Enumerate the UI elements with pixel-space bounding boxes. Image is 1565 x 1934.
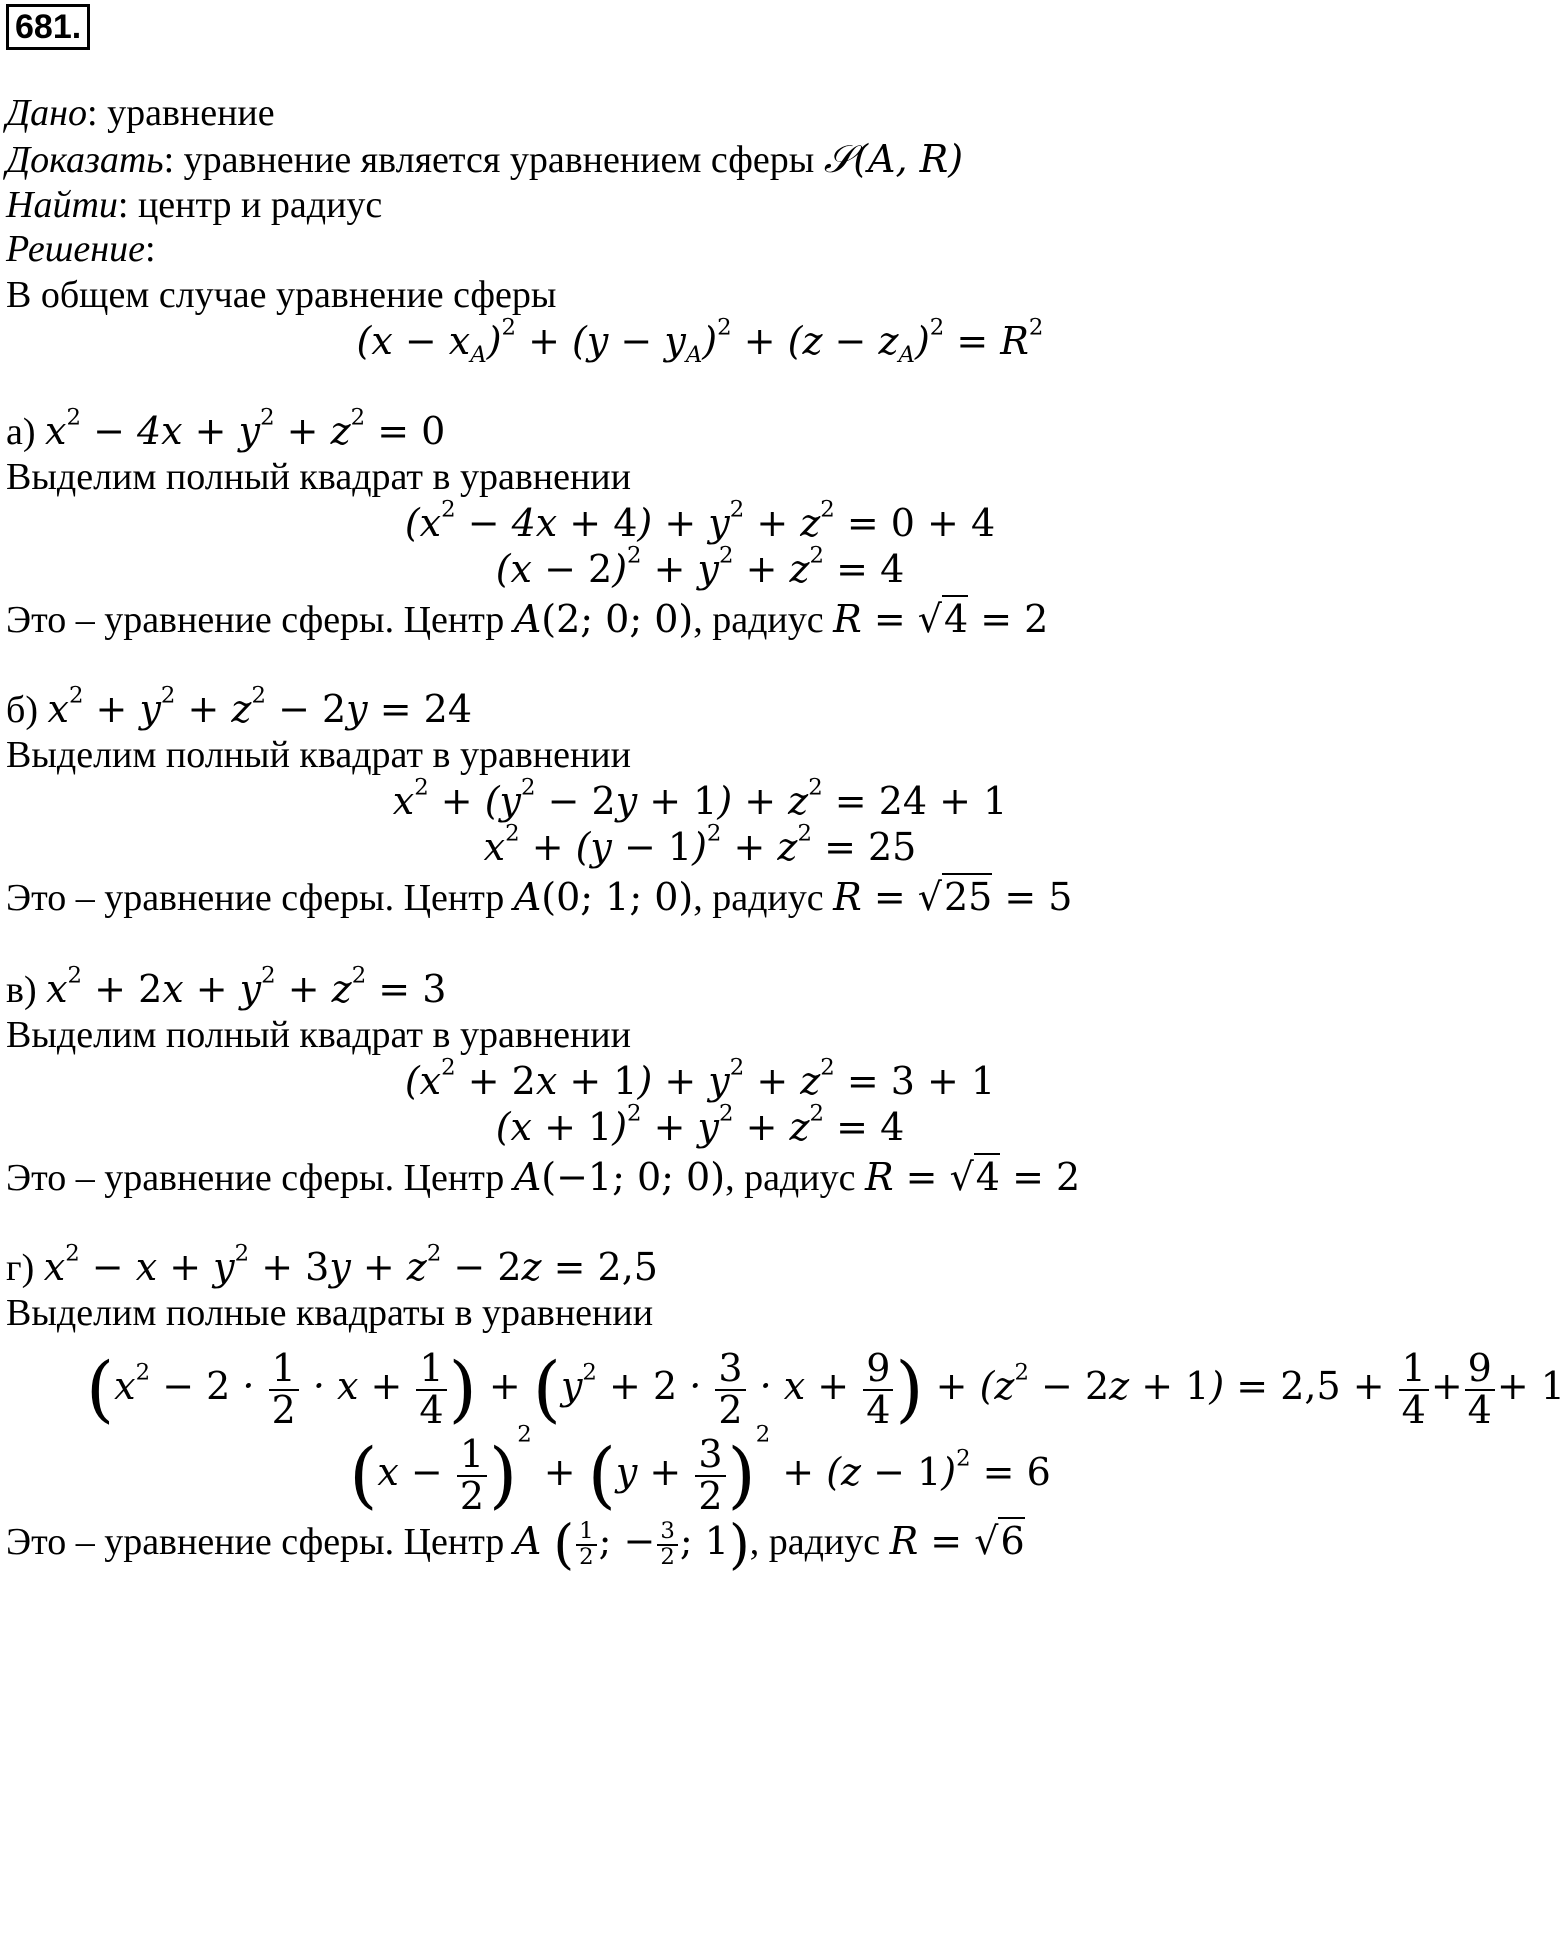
part-a-equation: а) $x^2 - 4x + y^2 + z^2 = 0$ <box>6 404 446 453</box>
part-v-step2: $(x + 1)^2 + y^2 + z^2 = 4$ <box>495 1100 905 1149</box>
part-a-step1: $(x^2 - 4x + 4) + y^2 + z^2 = 0 + 4$ <box>404 496 996 545</box>
given-line: Дано: уравнение <box>6 92 275 134</box>
find-line: Найти: центр и радиус <box>6 184 383 226</box>
part-a-step2: $(x - 2)^2 + y^2 + z^2 = 4$ <box>495 542 905 591</box>
part-b-conclusion: Это – уравнение сферы. Центр A(0; 1; 0), радиус R = √25 = 5 <box>6 875 1073 919</box>
part-v-step1: $(x^2 + 2x + 1) + y^2 + z^2 = 3 + 1$ <box>404 1054 996 1103</box>
part-b-step2: $x^2 + (y - 1)^2 + z^2 = 25$ <box>483 820 917 869</box>
part-g-step2: (x − $\frac{1}{2}$ )$^2$ + (y + $\frac{3}{2}$ )$^2 + (z - 1)^2 = 6$ <box>349 1421 1051 1518</box>
part-b-step1: $x^2 + (y^2 - 2y + 1) + z^2 = 24 + 1$ <box>392 774 1008 823</box>
part-b-instruction: Выделим полный квадрат в уравнении <box>6 734 631 776</box>
part-v-instruction: Выделим полный квадрат в уравнении <box>6 1014 631 1056</box>
part-g-equation: г) $x^2 - x + y^2 + 3y + z^2 - 2z = 2,5$ <box>6 1240 658 1289</box>
general-intro: В общем случае уравнение сферы <box>6 274 557 316</box>
part-a-instruction: Выделим полный квадрат в уравнении <box>6 456 631 498</box>
part-g-conclusion: Это – уравнение сферы. Центр A ( $\frac{1}{2}$ ; − $\frac{3}{2}$ ; 1), радиус R = √6 <box>6 1513 1025 1576</box>
part-g-instruction: Выделим полные квадраты в уравнении <box>6 1292 654 1334</box>
prove-line: Доказать: уравнение является уравнением сферы 𝒮(A, R) <box>6 137 964 181</box>
part-v-equation: в) $x^2 + 2x + y^2 + z^2 = 3$ <box>6 962 447 1011</box>
general-sphere-equation: $(x - x_A)^2 + (y - y_A)^2 + (z - z_A)^2 = R^2$ <box>356 314 1044 368</box>
part-b-equation: б) $x^2 + y^2 + z^2 - 2y = 24$ <box>6 682 472 731</box>
part-a-conclusion: Это – уравнение сферы. Центр A(2; 0; 0), радиус R = √4 = 2 <box>6 597 1049 641</box>
part-g-step1: ($x^2 - 2$ · $\frac{1}{2}$ · x + $\frac{1}{4}$ ) + ($y^2 + 2$ · $\frac{3}{2}$ · x + $\frac{9}{4}$ ) + $(z^2 - 2z + 1) = 2,5$ + $\frac{1}{4}$ + $\frac{9}{4}$ + 1 <box>86 1345 1565 1432</box>
part-v-conclusion: Это – уравнение сферы. Центр A(−1; 0; 0), радиус R = √4 = 2 <box>6 1155 1081 1199</box>
problem-number: 681. <box>6 4 90 50</box>
solution-heading: Решение: <box>6 228 156 270</box>
